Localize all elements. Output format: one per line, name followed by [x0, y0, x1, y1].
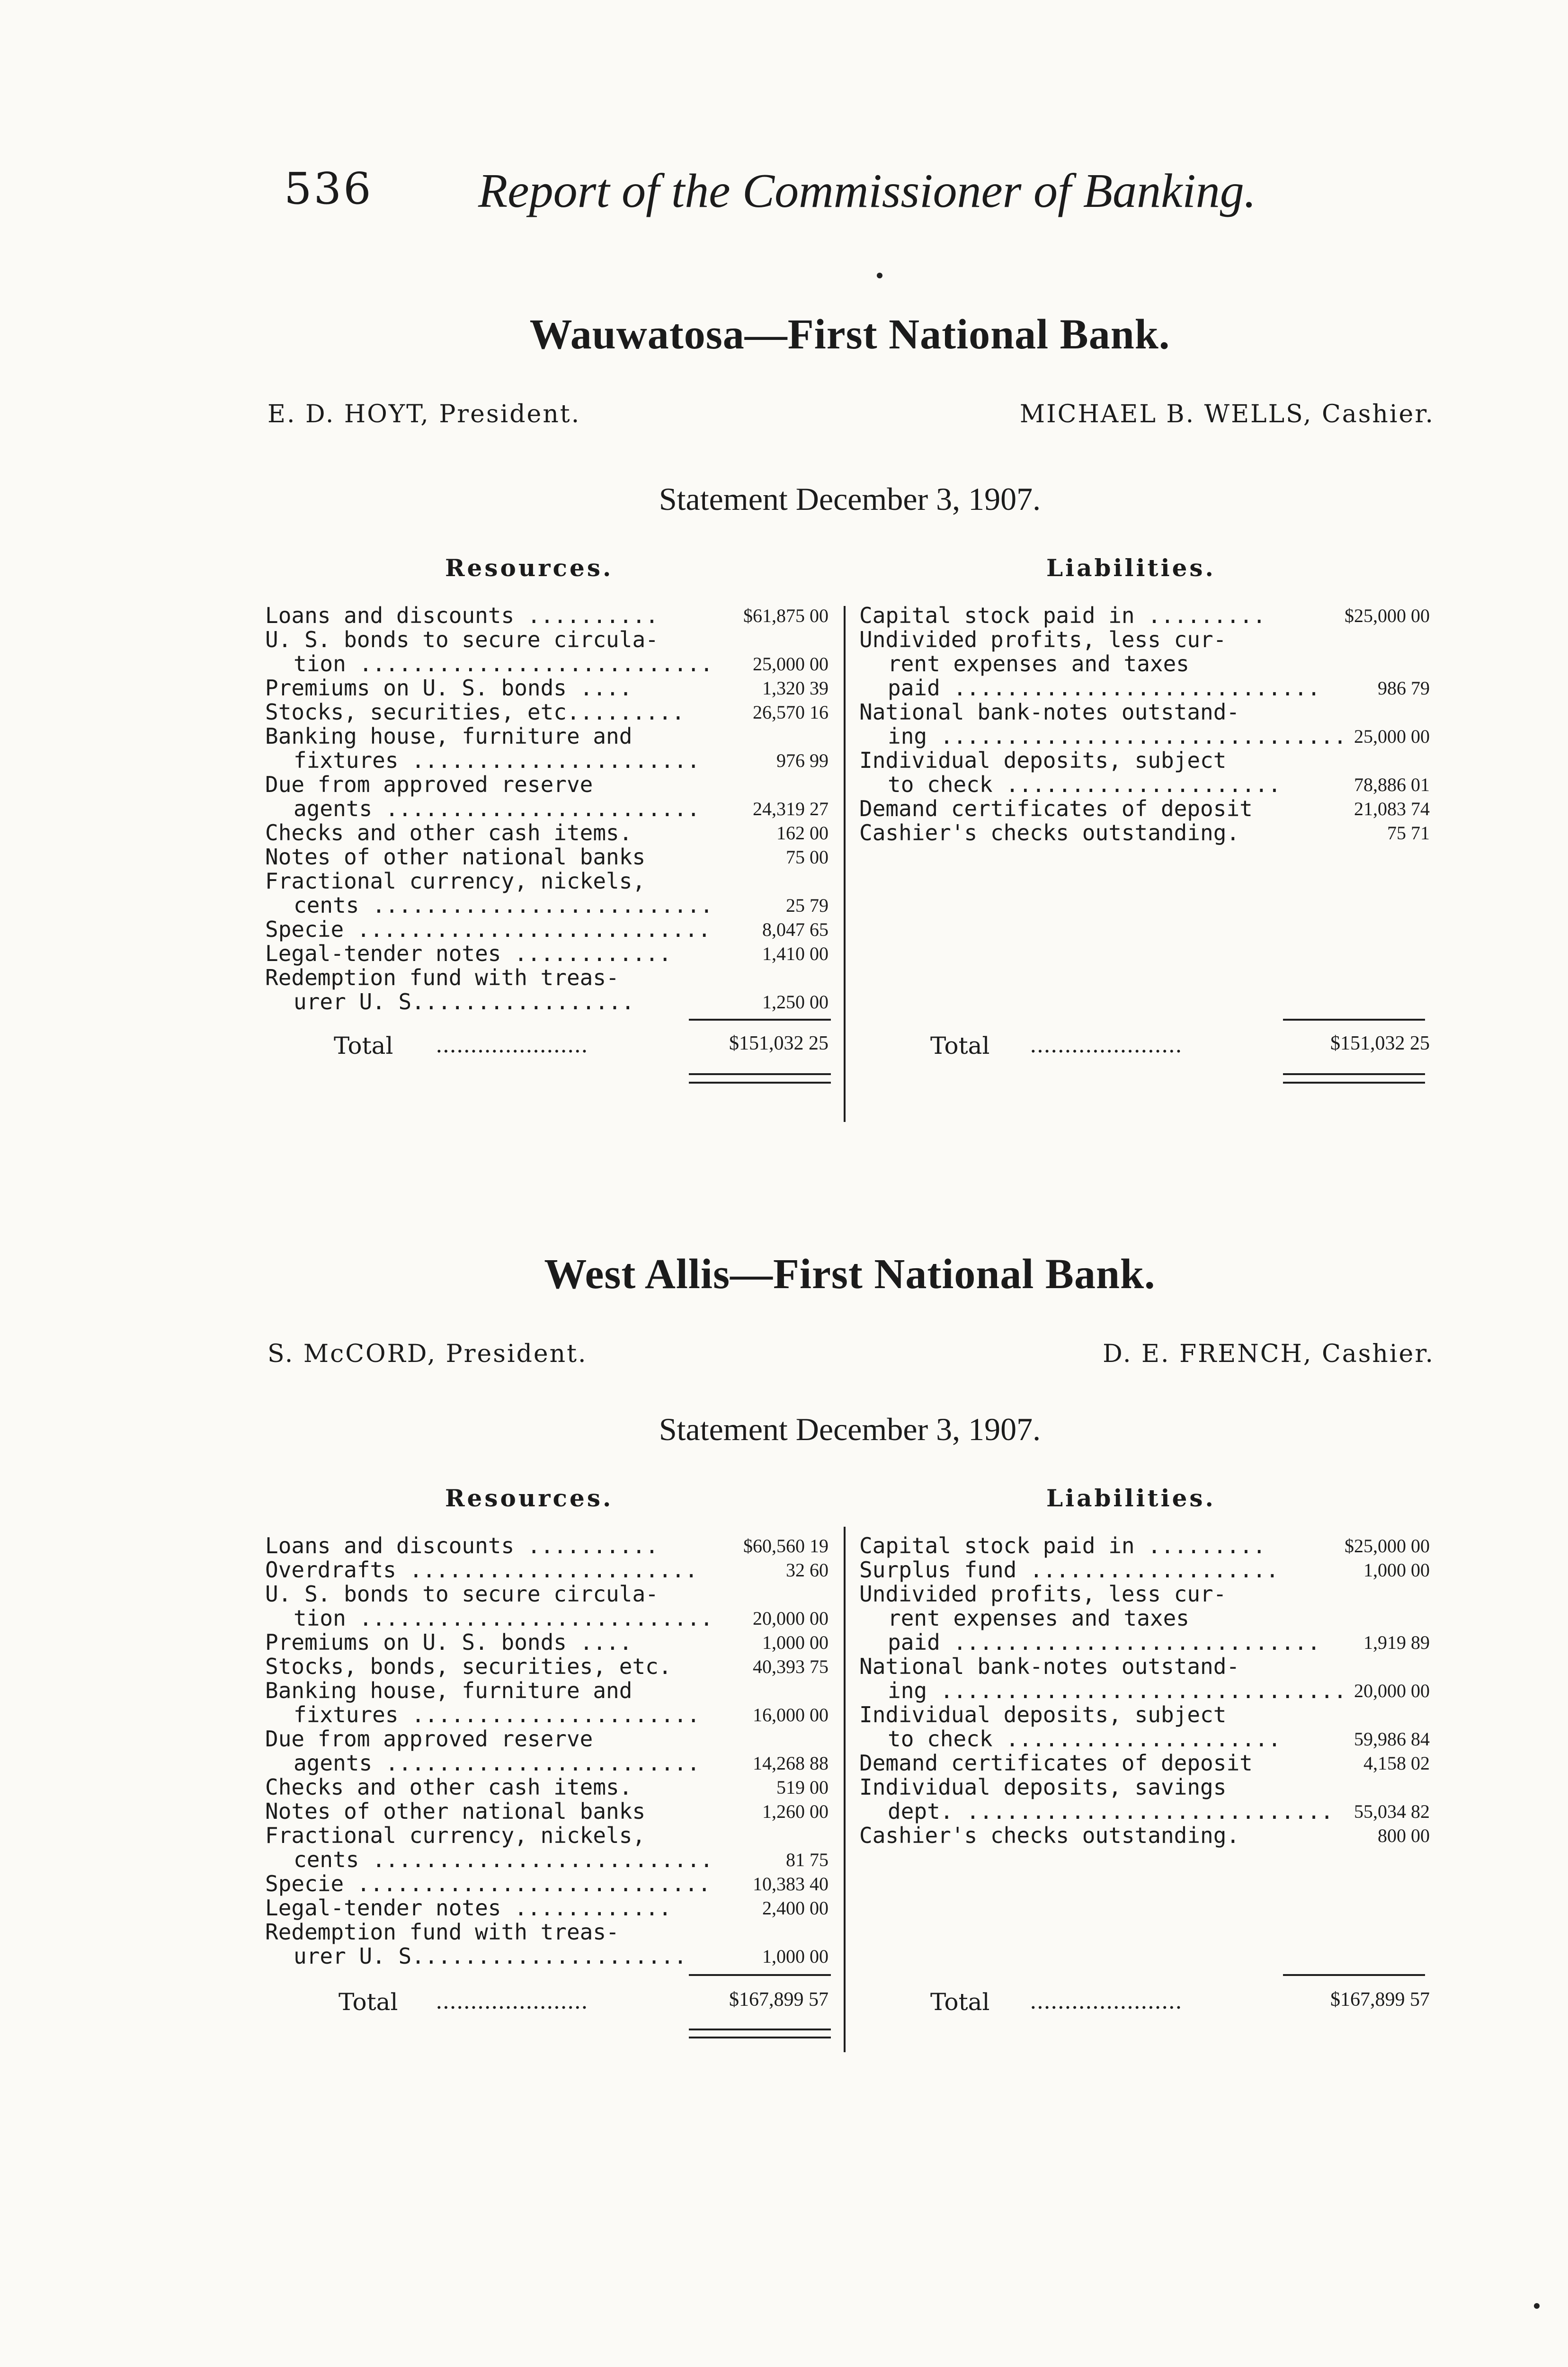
ledger-row: [265, 700, 829, 724]
ledger-row: [265, 1679, 829, 1703]
bank-title: West Allis—First National Bank.: [544, 1251, 1156, 1298]
ledger-item-label: Specie ...........................: [265, 917, 711, 942]
ledger-item-amount: 32 60: [786, 1559, 829, 1581]
print-speck: [1534, 2303, 1540, 2309]
ledger-item-label: Individual deposits, savings: [859, 1774, 1227, 1800]
total-label: Total: [930, 1988, 990, 2016]
ledger-item-label: Fractional currency, nickels,: [265, 868, 646, 894]
ledger-row: [859, 1558, 1430, 1582]
ledger-item-label: Capital stock paid in .........: [859, 603, 1266, 628]
ledger-item-amount: $25,000 00: [1345, 605, 1430, 626]
ledger-item-label: Premiums on U. S. bonds ....: [265, 1629, 633, 1655]
ledger-item-label: Stocks, bonds, securities, etc.: [265, 1654, 672, 1679]
ledger-item-label: Premiums on U. S. bonds ....: [265, 675, 633, 701]
resources-column: [265, 1534, 829, 1968]
ledger-item-amount: 1,000 00: [762, 1632, 829, 1653]
ledger-item-amount: 1,260 00: [762, 1801, 829, 1822]
ledger-row: [265, 1872, 829, 1896]
double-rule: [689, 1082, 831, 1084]
bank-statement-wauwatosa: [265, 310, 1434, 1124]
ledger-item-label: Cashier's checks outstanding.: [859, 1823, 1240, 1848]
ledger-item-label: agents ........................: [294, 1750, 700, 1776]
ledger-item-amount: 1,250 00: [762, 991, 829, 1013]
ledger-item-label: fixtures ......................: [294, 747, 700, 773]
ledger-row: [859, 652, 1430, 676]
ledger-row: [859, 773, 1430, 797]
ledger-row: [265, 1775, 829, 1799]
ledger-item-label: Stocks, securities, etc.........: [265, 699, 685, 725]
ledger-row: [265, 797, 829, 821]
ledger-row: [859, 1727, 1430, 1751]
total-rule: [1283, 1974, 1425, 1976]
ledger-item-amount: 20,000 00: [753, 1608, 829, 1629]
ledger-item-amount: 75 00: [786, 846, 829, 868]
ledger-row: [265, 773, 829, 797]
ledger-item-amount: 800 00: [1378, 1825, 1430, 1846]
ledger-item-label: Cashier's checks outstanding.: [859, 820, 1240, 845]
ledger-row: [265, 893, 829, 917]
total-label: Total: [334, 1032, 393, 1059]
ledger-item-amount: 40,393 75: [753, 1656, 829, 1677]
ledger-item-amount: 21,083 74: [1354, 798, 1430, 819]
ledger-item-amount: 1,000 00: [1363, 1559, 1430, 1581]
ledger-item-amount: 26,570 16: [753, 702, 829, 723]
ledger-row: [859, 1582, 1430, 1606]
ledger-item-label: National bank-notes outstand-: [859, 1654, 1240, 1679]
resources-total-row: [265, 1032, 829, 1065]
liabilities-heading: Liabilities.: [1046, 1484, 1216, 1512]
total-rule: [689, 1974, 831, 1976]
ledger-item-label: Loans and discounts ..........: [265, 603, 659, 628]
liabilities-heading: Liabilities.: [1046, 554, 1216, 582]
ledger-item-label: Checks and other cash items.: [265, 820, 633, 845]
ledger-row: [265, 724, 829, 748]
ledger-item-amount: 1,320 39: [762, 677, 829, 699]
column-divider: [844, 606, 846, 1122]
total-label: Total: [339, 1988, 398, 2016]
liabilities-column: [859, 1534, 1430, 1848]
ledger-row: [265, 942, 829, 966]
ledger-row: [859, 1679, 1430, 1703]
ledger-item-label: Redemption fund with treas-: [265, 1919, 619, 1945]
ledger-item-label: urer U. S.................: [294, 989, 635, 1014]
ledger-row: [265, 652, 829, 676]
ledger-item-amount: 81 75: [786, 1849, 829, 1870]
ledger-item-label: Surplus fund ...................: [859, 1557, 1279, 1583]
ledger-row: [265, 1751, 829, 1775]
ledger-item-amount: 162 00: [776, 822, 829, 844]
ledger-item-label: Checks and other cash items.: [265, 1774, 633, 1800]
ledger-item-label: Overdrafts ......................: [265, 1557, 698, 1583]
ledger-item-amount: $25,000 00: [1345, 1535, 1430, 1557]
page-number: 536: [284, 163, 373, 214]
ledger-row: [859, 628, 1430, 652]
ledger-item-amount: 8,047 65: [762, 919, 829, 940]
ledger-row: [265, 1824, 829, 1848]
total-leader: ......................: [436, 1032, 588, 1058]
ledger-item-amount: 2,400 00: [762, 1897, 829, 1919]
ledger-item-amount: 10,383 40: [753, 1873, 829, 1895]
total-label: Total: [930, 1032, 990, 1059]
ledger-item-label: Redemption fund with treas-: [265, 965, 619, 990]
ledger-item-label: rent expenses and taxes: [888, 651, 1189, 676]
total-value: $151,032 25: [1330, 1032, 1430, 1054]
double-rule: [689, 2029, 831, 2030]
ledger-item-label: to check .....................: [888, 1726, 1281, 1752]
ledger-row: [859, 700, 1430, 724]
ledger-item-amount: 1,410 00: [762, 943, 829, 964]
ledger-item-label: cents ..........................: [294, 892, 713, 918]
ledger-item-label: U. S. bonds to secure circula-: [265, 1581, 659, 1607]
ledger-row: [859, 1751, 1430, 1775]
bank-title: Wauwatosa—First National Bank.: [529, 311, 1170, 358]
ledger-item-label: Legal-tender notes ............: [265, 1895, 672, 1921]
ledger-item-amount: $60,560 19: [743, 1535, 829, 1557]
ledger-item-label: ing ...............................: [888, 723, 1347, 749]
ledger-item-label: tion ...........................: [294, 1605, 713, 1631]
ledger-item-label: dept. ............................: [888, 1798, 1334, 1824]
ledger-row: [265, 1558, 829, 1582]
ledger-row: [265, 628, 829, 652]
ledger-item-label: paid ............................: [888, 1629, 1320, 1655]
ledger-item-label: Individual deposits, subject: [859, 1702, 1227, 1727]
ledger-row: [265, 990, 829, 1014]
ledger-item-amount: 59,986 84: [1354, 1728, 1430, 1750]
total-value: $167,899 57: [1330, 1989, 1430, 2011]
ledger-row: [265, 1606, 829, 1630]
ledger-item-amount: 20,000 00: [1354, 1680, 1430, 1701]
ledger-item-label: ing ...............................: [888, 1678, 1347, 1703]
total-value: $167,899 57: [729, 1989, 829, 2011]
ledger-item-label: Due from approved reserve: [265, 1726, 593, 1752]
total-value: $151,032 25: [729, 1032, 829, 1054]
ledger-item-label: Banking house, furniture and: [265, 723, 633, 749]
ledger-item-amount: 25,000 00: [1354, 726, 1430, 747]
ledger-row: [859, 1655, 1430, 1679]
page-header: [284, 163, 1326, 225]
ledger-item-amount: 16,000 00: [753, 1704, 829, 1726]
ledger-row: [859, 1799, 1430, 1824]
resources-column: [265, 604, 829, 1014]
double-rule: [1283, 1073, 1425, 1075]
ledger-row: [265, 1799, 829, 1824]
ledger-item-label: Notes of other national banks: [265, 844, 646, 870]
ledger-row: [859, 1630, 1430, 1655]
ledger-row: [265, 1630, 829, 1655]
column-divider: [844, 1527, 846, 2052]
ledger-row: [265, 821, 829, 845]
ledger-item-label: paid ............................: [888, 675, 1320, 701]
ledger-row: [265, 1944, 829, 1968]
resources-heading: Resources.: [445, 554, 614, 582]
ledger-item-label: to check .....................: [888, 772, 1281, 797]
ledger-item-label: Undivided profits, less cur-: [859, 627, 1227, 652]
total-leader: ......................: [1030, 1032, 1182, 1058]
cashier-name: D. E. FRENCH, Cashier.: [1103, 1340, 1434, 1368]
ledger-item-label: rent expenses and taxes: [888, 1605, 1189, 1631]
total-leader: ......................: [436, 1988, 588, 2014]
ledger-row: [265, 676, 829, 700]
ledger-item-label: Fractional currency, nickels,: [265, 1823, 646, 1848]
bank-statement-west-allis: [265, 1250, 1434, 2055]
ledger-row: [265, 1582, 829, 1606]
ledger-row: [859, 1703, 1430, 1727]
ledger-item-label: Demand certificates of deposit: [859, 1750, 1253, 1776]
ledger-item-amount: 4,158 02: [1363, 1753, 1430, 1774]
ledger-row: [265, 1896, 829, 1920]
ledger-item-label: Legal-tender notes ............: [265, 941, 672, 966]
liabilities-column: [859, 604, 1430, 845]
ledger-item-amount: 75 71: [1387, 822, 1430, 844]
liabilities-total-row: [859, 1988, 1430, 2021]
ledger-item-amount: 24,319 27: [753, 798, 829, 819]
ledger-row: [265, 845, 829, 869]
ledger-row: [265, 604, 829, 628]
ledger-item-amount: 25 79: [786, 895, 829, 916]
ledger-row: [859, 724, 1430, 748]
double-rule: [689, 2037, 831, 2038]
ledger-row: [265, 1727, 829, 1751]
ledger-item-label: National bank-notes outstand-: [859, 699, 1240, 725]
ledger-row: [859, 748, 1430, 773]
ledger-item-amount: 55,034 82: [1354, 1801, 1430, 1822]
ledger-item-label: Specie ...........................: [265, 1871, 711, 1896]
ledger-item-label: Loans and discounts ..........: [265, 1533, 659, 1558]
ledger-item-amount: 1,000 00: [762, 1946, 829, 1967]
ledger-row: [265, 1920, 829, 1944]
ledger-item-label: Banking house, furniture and: [265, 1678, 633, 1703]
ledger-row: [265, 869, 829, 893]
ledger-row: [265, 917, 829, 942]
ledger-item-amount: 25,000 00: [753, 653, 829, 675]
ledger-item-amount: 519 00: [776, 1777, 829, 1798]
running-title: Report of the Commissioner of Banking.: [478, 164, 1256, 218]
president-name: E. D. HOYT, President.: [267, 400, 581, 428]
ledger-row: [265, 1848, 829, 1872]
ledger-row: [265, 1534, 829, 1558]
total-leader: ......................: [1030, 1988, 1182, 2014]
ledger-row: [265, 1655, 829, 1679]
ledger-item-label: urer U. S.....................: [294, 1943, 687, 1969]
ledger-item-amount: 1,919 89: [1363, 1632, 1430, 1653]
ledger-item-label: Due from approved reserve: [265, 772, 593, 797]
ledger-row: [265, 1703, 829, 1727]
ledger-item-amount: 976 99: [776, 750, 829, 771]
double-rule: [689, 1073, 831, 1075]
statement-date: Statement December 3, 1907.: [659, 481, 1041, 517]
double-rule: [1283, 1082, 1425, 1084]
ledger-item-label: fixtures ......................: [294, 1702, 700, 1727]
ledger-row: [265, 966, 829, 990]
ledger-row: [859, 1534, 1430, 1558]
ledger-item-amount: 986 79: [1378, 677, 1430, 699]
ledger-item-label: Capital stock paid in .........: [859, 1533, 1266, 1558]
ledger-item-amount: $61,875 00: [743, 605, 829, 626]
statement-date: Statement December 3, 1907.: [659, 1411, 1041, 1447]
cashier-name: MICHAEL B. WELLS, Cashier.: [1019, 400, 1434, 428]
ledger-item-label: Individual deposits, subject: [859, 747, 1227, 773]
liabilities-total-row: [859, 1032, 1430, 1065]
ledger-item-label: U. S. bonds to secure circula-: [265, 627, 659, 652]
ledger-item-label: Notes of other national banks: [265, 1798, 646, 1824]
ledger-item-label: agents ........................: [294, 796, 700, 821]
ledger-item-label: Demand certificates of deposit: [859, 796, 1253, 821]
total-rule: [689, 1019, 831, 1021]
ledger-row: [859, 1824, 1430, 1848]
ledger-item-amount: 78,886 01: [1354, 774, 1430, 795]
total-rule: [1283, 1019, 1425, 1021]
ledger-item-label: Undivided profits, less cur-: [859, 1581, 1227, 1607]
ledger-item-label: tion ...........................: [294, 651, 713, 676]
resources-heading: Resources.: [445, 1484, 614, 1512]
ledger-row: [859, 1606, 1430, 1630]
ledger-row: [265, 748, 829, 773]
ledger-item-amount: 14,268 88: [753, 1753, 829, 1774]
resources-total-row: [265, 1988, 829, 2021]
ledger-item-label: cents ..........................: [294, 1847, 713, 1872]
print-speck: [877, 273, 882, 278]
ledger-row: [859, 676, 1430, 700]
ledger-row: [859, 797, 1430, 821]
ledger-row: [859, 1775, 1430, 1799]
president-name: S. McCORD, President.: [267, 1340, 588, 1368]
ledger-row: [859, 604, 1430, 628]
ledger-row: [859, 821, 1430, 845]
